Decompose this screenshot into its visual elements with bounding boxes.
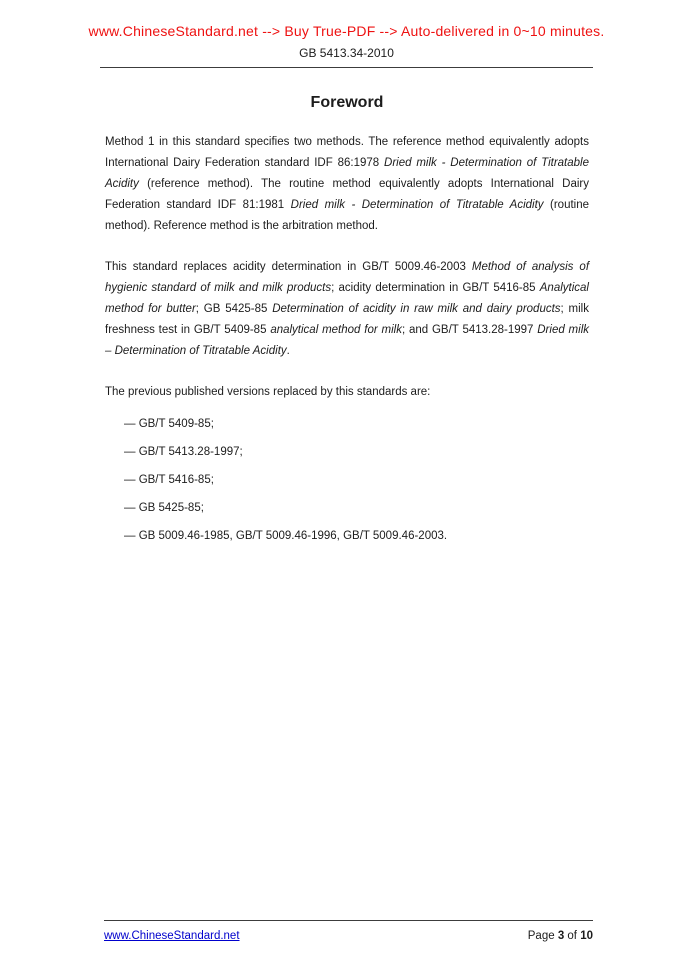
text-segment: ; and GB/T 5413.28-1997	[401, 324, 538, 336]
cited-standard-title: analytical method for milk	[270, 324, 402, 336]
paragraph-methods	[105, 132, 589, 237]
cited-standard-title: Dried milk - Determination of Titratable Acidity	[290, 199, 544, 211]
text-segment: ; acidity determination in GB/T 5416-85	[331, 282, 540, 294]
page-footer	[104, 920, 593, 942]
page-number: 3	[557, 930, 565, 942]
cited-standard-title: Method of analysis of hygienic standard of milk and milk products	[105, 261, 590, 294]
cited-standard-title: Determination of acidity in raw milk and dairy products	[272, 303, 561, 315]
cited-standard-title: Dried milk – Determination of Titratable Acidity	[105, 324, 589, 357]
text-segment: Method 1 in this standard specifies two methods. The reference method equivalently adopts International Dairy Federation standard IDF 86:1978	[105, 136, 589, 169]
text-segment: .	[286, 345, 290, 357]
footer-row	[104, 921, 593, 942]
text-segment: This standard replaces acidity determination in GB/T 5009.46-2003	[105, 261, 472, 273]
text-segment: ; milk freshness test in GB/T 5409-85	[105, 303, 589, 336]
replaced-versions-list	[105, 417, 589, 543]
standard-number: GB 5413.34-2010	[299, 46, 394, 60]
paragraph-previous-versions-intro: The previous published versions replaced by this standards are:	[105, 386, 431, 398]
text-segment: ; GB 5425-85	[195, 303, 273, 315]
section-title: Foreword	[310, 94, 384, 111]
list-item: — GB/T 5416-85;	[124, 474, 214, 486]
page-indicator	[528, 930, 593, 942]
promo-banner-link[interactable]: www.ChineseStandard.net --> Buy True-PDF --> Auto-delivered in 0~10 minutes.	[88, 23, 605, 39]
list-item: — GB 5425-85;	[124, 502, 204, 514]
list-item: — GB/T 5409-85;	[124, 418, 214, 430]
list-item: — GB/T 5413.28-1997;	[124, 446, 243, 458]
header-divider	[100, 67, 593, 68]
list-item: — GB 5009.46-1985, GB/T 5009.46-1996, GB/T 5009.46-2003.	[124, 530, 448, 542]
text-segment: (reference method). The routine method equivalently adopts International Dairy Federation standard IDF 81:1981	[105, 178, 589, 211]
footer-link[interactable]: www.ChineseStandard.net	[104, 930, 240, 942]
of-word: of	[564, 930, 581, 942]
page-word: Page	[527, 930, 558, 942]
cited-standard-title: Analytical method for butter	[105, 282, 589, 315]
text-segment: (routine method). Reference method is the arbitration method.	[105, 199, 590, 232]
paragraph-replacements	[105, 257, 589, 362]
promo-banner	[0, 23, 693, 39]
cited-standard-title: Dried milk - Determination of Titratable Acidity	[105, 157, 589, 190]
page-total: 10	[580, 930, 593, 942]
page-content	[105, 94, 589, 543]
